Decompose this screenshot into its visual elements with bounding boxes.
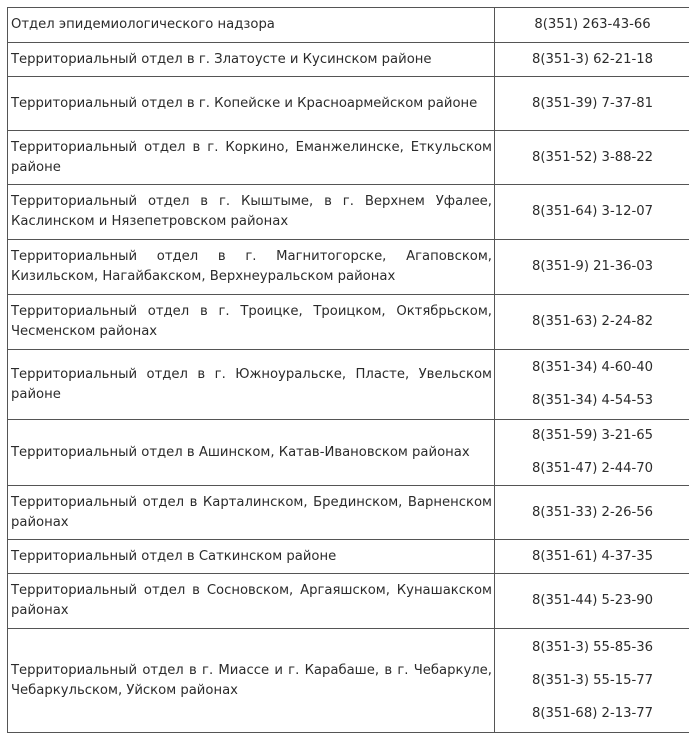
- department-cell: [8, 185, 495, 240]
- phone-number: 8(351-59) 3-21-65: [531, 428, 654, 443]
- department-name: Территориальный отдел в г. Южноуральске, Пласте, Увельском районе: [11, 366, 492, 402]
- phone-cell: [495, 43, 689, 77]
- department-cell: [8, 350, 495, 420]
- table-row: [8, 240, 689, 295]
- department-cell: [8, 77, 495, 131]
- department-name: Территориальный отдел в г. Миассе и г. Карабаше, в г. Чебаркуле, Чебаркульском, Уйском районах: [11, 662, 492, 698]
- department-name: Территориальный отдел в г. Кыштыме, в г. Верхнем Уфалее, Каслинском и Нязепетровском районах: [11, 194, 492, 229]
- phone-number: 8(351-39) 7-37-81: [531, 95, 654, 111]
- table-row: [8, 43, 689, 77]
- phone-number: 8(351-68) 2-13-77: [531, 705, 654, 721]
- department-cell: [8, 240, 495, 295]
- table-row: [8, 574, 689, 629]
- phone-number: 8(351-63) 2-24-82: [531, 314, 654, 329]
- phone-number: 8(351) 263-43-66: [534, 17, 651, 32]
- phone-cell: [495, 540, 689, 574]
- table-row: [8, 420, 689, 486]
- department-cell: [8, 295, 495, 350]
- table-row: [8, 540, 689, 574]
- department-cell: [8, 420, 495, 486]
- department-name: Территориальный отдел в г. Копейске и Красноармейском районе: [11, 95, 478, 111]
- phone-number: 8(351-44) 5-23-90: [531, 593, 654, 608]
- department-cell: [8, 486, 495, 540]
- phone-cell: [495, 350, 689, 420]
- department-name: Территориальный отдел в г. Троицке, Троицком, Октябрьском, Чесменском районах: [11, 304, 492, 339]
- phone-cell: [495, 131, 689, 185]
- department-name: Территориальный отдел в Карталинском, Брединском, Варненском районах: [11, 494, 492, 530]
- table-row: [8, 486, 689, 540]
- phone-number: 8(351-64) 3-12-07: [531, 204, 654, 219]
- phone-number: 8(351-61) 4-37-35: [531, 548, 654, 564]
- phone-number: 8(351-34) 4-60-40: [531, 360, 654, 375]
- department-cell: [8, 540, 495, 574]
- table-row: [8, 629, 689, 733]
- table-row: [8, 350, 689, 420]
- phone-cell: [495, 486, 689, 540]
- phone-number: 8(351-47) 2-44-70: [531, 461, 654, 476]
- department-name: Отдел эпидемиологического надзора: [11, 17, 275, 32]
- department-cell: [8, 574, 495, 629]
- phone-number: 8(351-34) 4-54-53: [531, 393, 654, 408]
- phone-cell: [495, 295, 689, 350]
- phone-number: 8(351-33) 2-26-56: [531, 504, 654, 520]
- department-name: Территориальный отдел в г. Магнитогорске, Агаповском, Кизильском, Нагайбакском, Верхнеуральском районах: [11, 249, 492, 284]
- phone-cell: [495, 574, 689, 629]
- phone-number: 8(351-3) 55-15-77: [531, 672, 654, 688]
- phone-cell: [495, 629, 689, 733]
- table-row: [8, 295, 689, 350]
- phone-cell: [495, 185, 689, 240]
- department-cell: [8, 8, 495, 43]
- department-cell: [8, 629, 495, 733]
- phone-cell: [495, 77, 689, 131]
- department-name: Территориальный отдел в г. Коркино, Еманжелинске, Еткульском районе: [11, 139, 492, 175]
- contacts-table-wrap: [7, 7, 684, 733]
- phone-cell: [495, 420, 689, 486]
- table-row: [8, 185, 689, 240]
- phone-number: 8(351-9) 21-36-03: [531, 259, 654, 274]
- table-row: [8, 77, 689, 131]
- department-name: Территориальный отдел в Ашинском, Катав-Ивановском районах: [11, 444, 470, 460]
- phone-cell: [495, 240, 689, 295]
- phone-cell: [495, 8, 689, 43]
- department-cell: [8, 43, 495, 77]
- contacts-table: [7, 7, 689, 733]
- table-row: [8, 8, 689, 43]
- phone-number: 8(351-52) 3-88-22: [531, 149, 654, 165]
- department-name: Территориальный отдел в г. Златоусте и Кусинском районе: [11, 51, 432, 67]
- phone-number: 8(351-3) 55-85-36: [531, 639, 654, 655]
- table-row: [8, 131, 689, 185]
- department-name: Территориальный отдел в Саткинском районе: [11, 548, 337, 564]
- phone-number: 8(351-3) 62-21-18: [531, 51, 654, 67]
- department-cell: [8, 131, 495, 185]
- department-name: Территориальный отдел в Сосновском, Аргаяшском, Кунашакском районах: [11, 583, 492, 618]
